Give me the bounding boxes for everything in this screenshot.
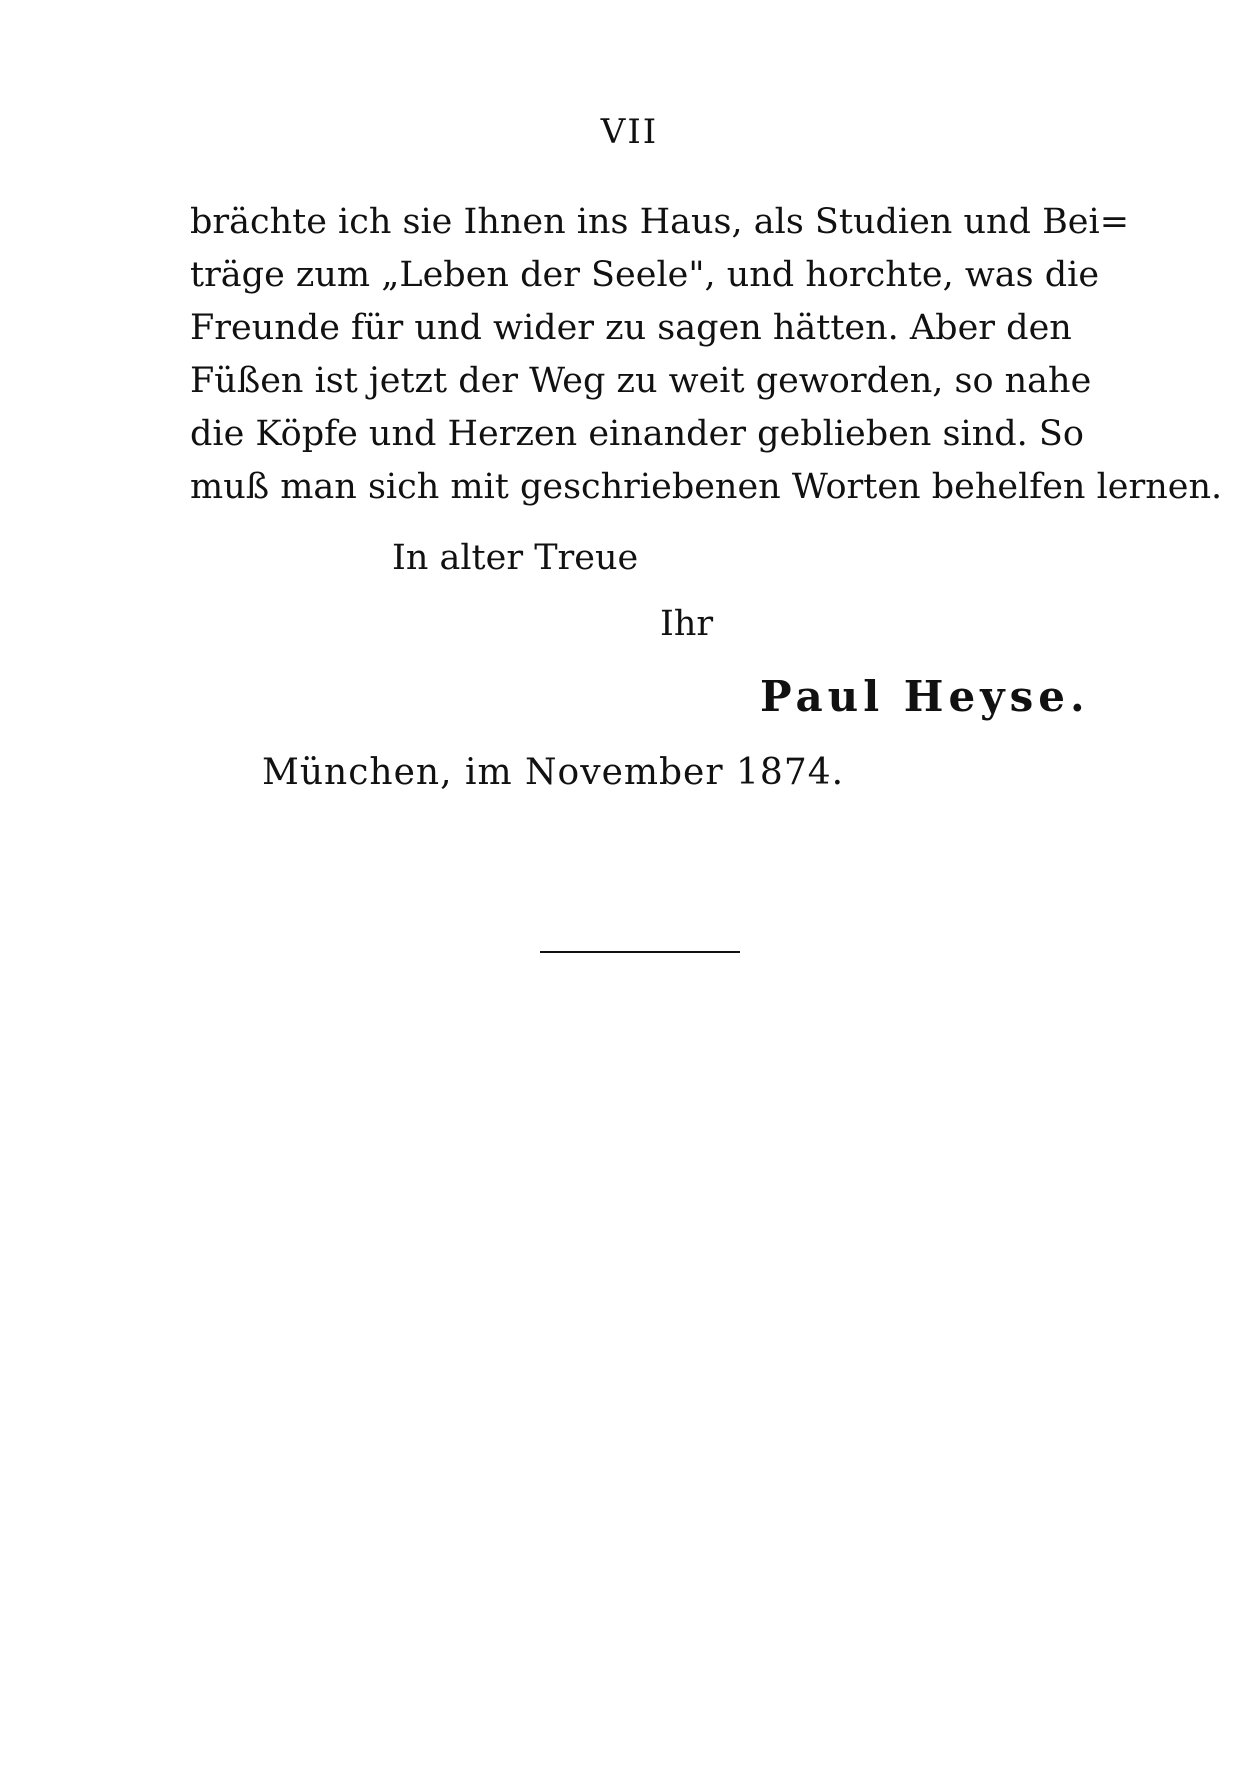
text-line: muß man sich mit geschriebenen Worten behelfen lernen.	[190, 467, 1223, 507]
text-line: Füßen ist jetzt der Weg zu weit geworden, so nahe	[190, 361, 1092, 401]
closing-salutation: Ihr	[660, 604, 714, 644]
text-line: träge zum „Leben der Seele", und horchte, was die	[190, 255, 1100, 295]
text-line: die Köpfe und Herzen einander geblieben sind. So	[190, 414, 1084, 454]
text-line: brächte ich sie Ihnen ins Haus, als Studien und Bei=	[190, 202, 1130, 242]
page-number: VII	[600, 112, 659, 152]
place-date-line: München, im November 1874.	[262, 752, 845, 793]
text-line: Freunde für und wider zu sagen hätten. Aber den	[190, 308, 1072, 348]
body-paragraph	[190, 196, 1223, 514]
author-signature: Paul Heyse.	[760, 672, 1090, 721]
section-divider	[540, 951, 740, 953]
closing-phrase: In alter Treue	[392, 538, 639, 578]
